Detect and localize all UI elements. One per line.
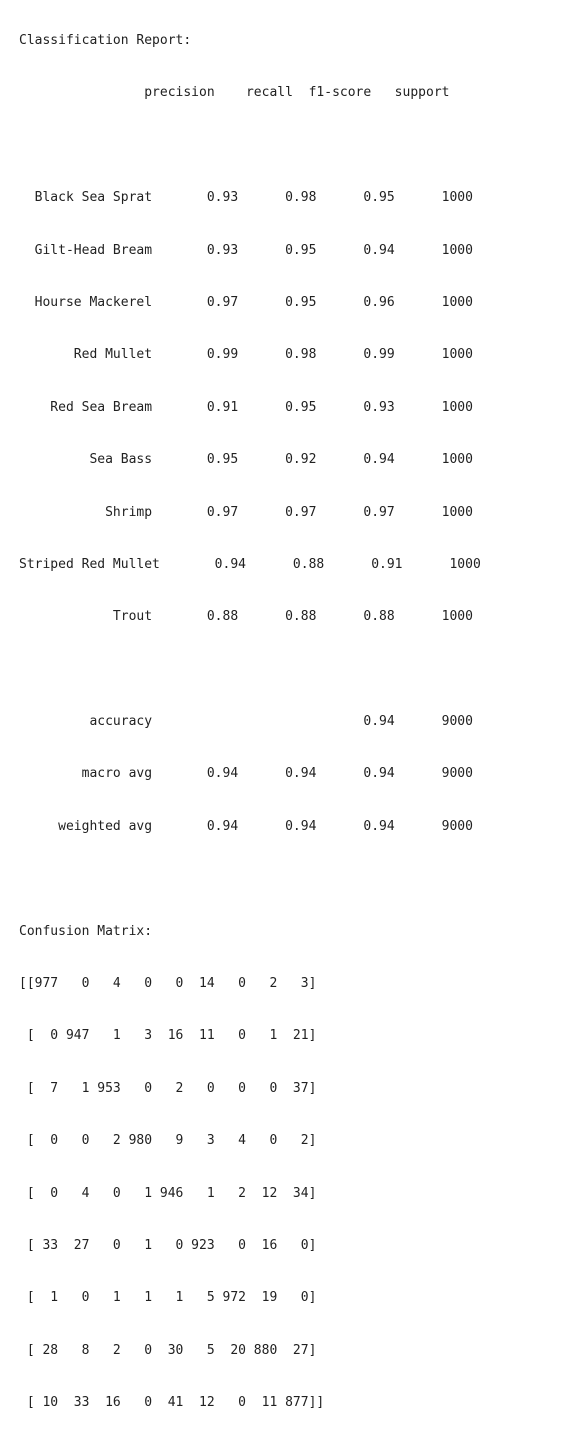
confusion-row: [ 0 0 2 980 9 3 4 0 2] bbox=[19, 1133, 317, 1149]
report-title: Classification Report: bbox=[19, 33, 192, 48]
report-row: Sea Bass 0.95 0.92 0.94 1000 bbox=[19, 452, 473, 468]
confusion-row: [ 28 8 2 0 30 5 20 880 27] bbox=[19, 1342, 317, 1358]
confusion-row: [ 0 4 0 1 946 1 2 12 34] bbox=[19, 1185, 317, 1201]
report-row: Trout 0.88 0.88 0.88 1000 bbox=[19, 609, 473, 625]
report-row: Hourse Mackerel 0.97 0.95 0.96 1000 bbox=[19, 294, 473, 310]
report-row bbox=[19, 135, 481, 157]
confusion-row: [ 10 33 16 0 41 12 0 11 877]] bbox=[19, 1395, 325, 1411]
confusion-row: [ 1 0 1 1 1 5 972 19 0] bbox=[19, 1290, 317, 1306]
report-row bbox=[19, 659, 481, 681]
report-row: accuracy 0.94 9000 bbox=[19, 714, 473, 730]
report-row: Shrimp 0.97 0.97 0.97 1000 bbox=[19, 504, 473, 520]
confusion-row: [ 0 947 1 3 16 11 0 1 21] bbox=[19, 1028, 317, 1044]
report-row: Gilt-Head Bream 0.93 0.95 0.94 1000 bbox=[19, 242, 473, 258]
report-row: Striped Red Mullet 0.94 0.88 0.91 1000 bbox=[19, 556, 481, 572]
confusion-row: [ 33 27 0 1 0 923 0 16 0] bbox=[19, 1237, 317, 1253]
report-header: precision recall f1-score support bbox=[19, 85, 450, 101]
report-row bbox=[19, 868, 481, 890]
confusion-row: [ 7 1 953 0 2 0 0 0 37] bbox=[19, 1080, 317, 1096]
notebook-output bbox=[19, 0, 481, 1430]
report-row: Black Sea Sprat 0.93 0.98 0.95 1000 bbox=[19, 190, 473, 206]
report-row: Red Mullet 0.99 0.98 0.99 1000 bbox=[19, 347, 473, 363]
confusion-row: [[977 0 4 0 0 14 0 2 3] bbox=[19, 976, 317, 992]
confusion-title: Confusion Matrix: bbox=[19, 923, 153, 939]
report-row: Red Sea Bream 0.91 0.95 0.93 1000 bbox=[19, 399, 473, 415]
report-row: weighted avg 0.94 0.94 0.94 9000 bbox=[19, 818, 473, 834]
report-row: macro avg 0.94 0.94 0.94 9000 bbox=[19, 766, 473, 782]
